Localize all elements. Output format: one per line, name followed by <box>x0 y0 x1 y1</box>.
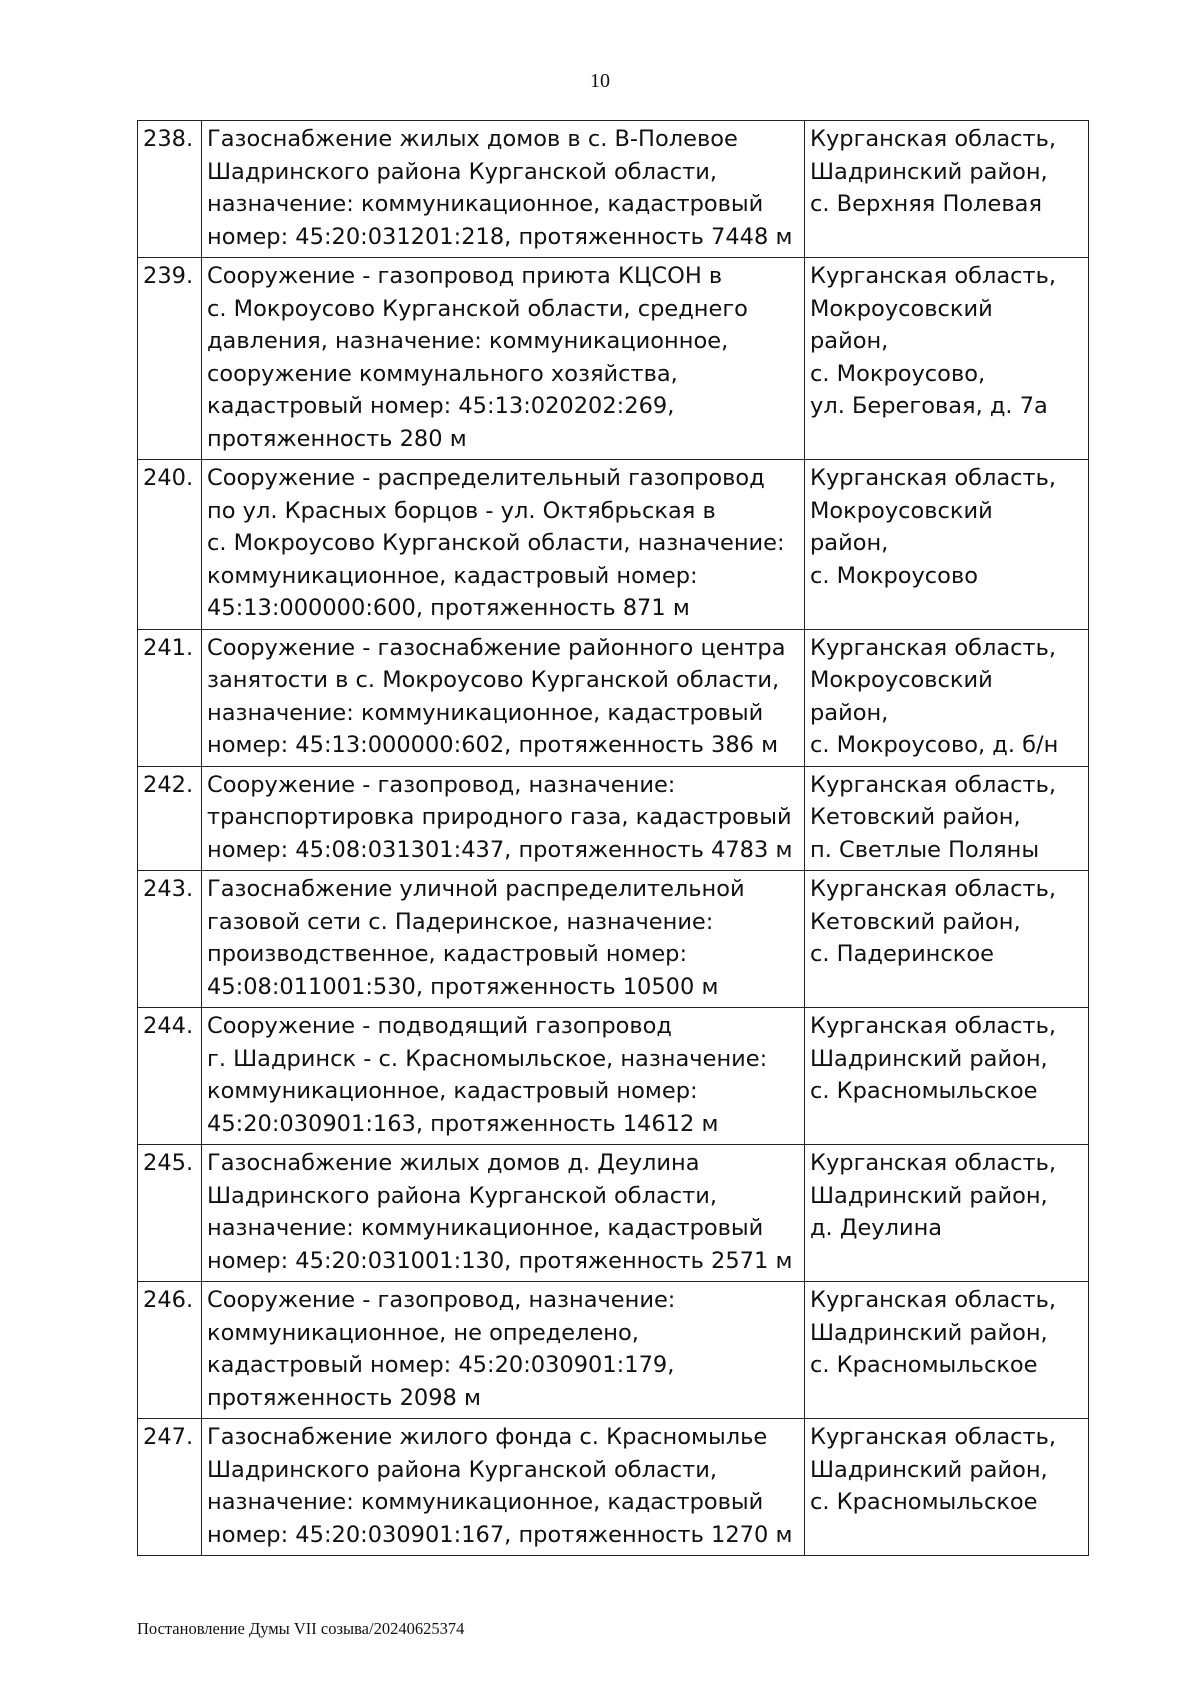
row-number: 241. <box>138 629 202 766</box>
row-description: Сооружение - газопровод, назначение: транспортировка природного газа, кадастровый номер: 45:08:031301:437, протяженность 4783 м <box>202 766 805 871</box>
row-number: 245. <box>138 1145 202 1282</box>
row-description: Газоснабжение жилого фонда с. Красномылье Шадринского района Курганской области, назначение: коммуникационное, кадастровый номер: 45:20:030901:167, протяженность 1270 м <box>202 1419 805 1556</box>
row-description: Сооружение - газопровод, назначение: коммуникационное, не определено, кадастровый номер: 45:20:030901:179, протяженность 2098 м <box>202 1282 805 1419</box>
table-row <box>138 121 1089 258</box>
table-row <box>138 460 1089 630</box>
table-row <box>138 871 1089 1008</box>
table-body <box>138 121 1089 1556</box>
table-row <box>138 629 1089 766</box>
row-description: Сооружение - газоснабжение районного центра занятости в с. Мокроусово Курганской области, назначение: коммуникационное, кадастровый номер: 45:13:000000:602, протяженность 386 м <box>202 629 805 766</box>
row-address: Курганская область, Шадринский район, с. Красномыльское <box>805 1419 1089 1556</box>
document-footer: Постановление Думы VII созыва/20240625374 <box>137 1619 465 1638</box>
row-number: 239. <box>138 258 202 460</box>
row-number: 247. <box>138 1419 202 1556</box>
row-address: Курганская область, Шадринский район, д. Деулина <box>805 1145 1089 1282</box>
row-description: Газоснабжение уличной распределительной газовой сети с. Падеринское, назначение: производственное, кадастровый номер: 45:08:011001:530, протяженность 10500 м <box>202 871 805 1008</box>
row-description: Газоснабжение жилых домов в с. В-Полевое Шадринского района Курганской области, назначение: коммуникационное, кадастровый номер: 45:20:031201:218, протяженность 7448 м <box>202 121 805 258</box>
row-address: Курганская область, Шадринский район, с. Красномыльское <box>805 1282 1089 1419</box>
row-description: Сооружение - газопровод приюта КЦСОН в с. Мокроусово Курганской области, среднего давления, назначение: коммуникационное, сооружение коммунального хозяйства, кадастровый номер: 45:13:020202:269, протяженность 280 м <box>202 258 805 460</box>
table-row <box>138 766 1089 871</box>
row-number: 240. <box>138 460 202 630</box>
row-address: Курганская область, Мокроусовский район, с. Мокроусово, ул. Береговая, д. 7а <box>805 258 1089 460</box>
property-registry-table <box>137 120 1089 1556</box>
row-number: 243. <box>138 871 202 1008</box>
row-address: Курганская область, Шадринский район, с. Красномыльское <box>805 1008 1089 1145</box>
row-description: Газоснабжение жилых домов д. Деулина Шадринского района Курганской области, назначение: коммуникационное, кадастровый номер: 45:20:031001:130, протяженность 2571 м <box>202 1145 805 1282</box>
row-number: 238. <box>138 121 202 258</box>
table-row <box>138 1145 1089 1282</box>
table-row <box>138 258 1089 460</box>
page-number: 10 <box>590 70 610 92</box>
table-row <box>138 1008 1089 1145</box>
row-address: Курганская область, Кетовский район, п. Светлые Поляны <box>805 766 1089 871</box>
table-row <box>138 1419 1089 1556</box>
row-address: Курганская область, Кетовский район, с. Падеринское <box>805 871 1089 1008</box>
row-address: Курганская область, Шадринский район, с. Верхняя Полевая <box>805 121 1089 258</box>
row-number: 246. <box>138 1282 202 1419</box>
row-description: Сооружение - распределительный газопровод по ул. Красных борцов - ул. Октябрьская в с. Мокроусово Курганской области, назначение: коммуникационное, кадастровый номер: 45:13:000000:600, протяженность 871 м <box>202 460 805 630</box>
row-number: 242. <box>138 766 202 871</box>
row-number: 244. <box>138 1008 202 1145</box>
row-description: Сооружение - подводящий газопровод г. Шадринск - с. Красномыльское, назначение: коммуникационное, кадастровый номер: 45:20:030901:163, протяженность 14612 м <box>202 1008 805 1145</box>
row-address: Курганская область, Мокроусовский район, с. Мокроусово <box>805 460 1089 630</box>
row-address: Курганская область, Мокроусовский район, с. Мокроусово, д. б/н <box>805 629 1089 766</box>
table-row <box>138 1282 1089 1419</box>
